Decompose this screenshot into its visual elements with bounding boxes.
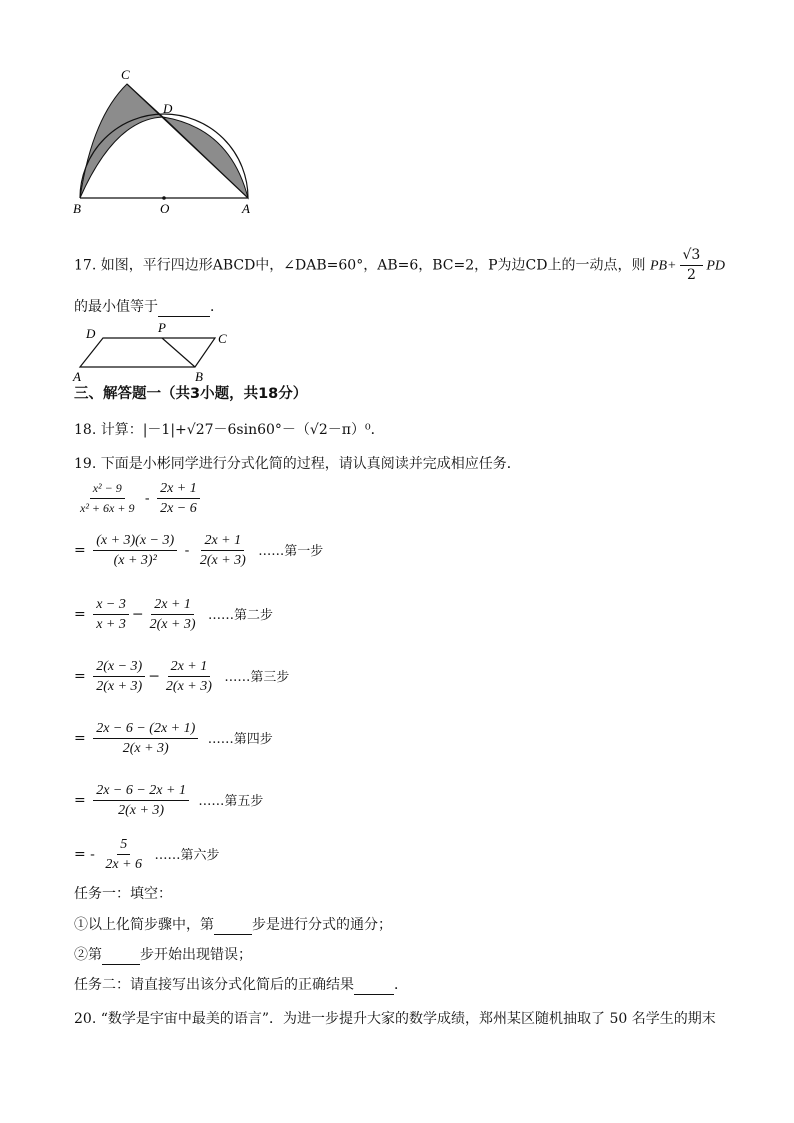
denominator: 2(x + 3) [118,803,165,818]
numerator: 2x + 1 [201,532,244,551]
denominator: 2(x + 3) [165,679,212,694]
denominator: x + 3 [96,617,126,632]
equals-sign: = [74,668,86,685]
denominator: 2x + 6 [105,857,143,872]
q19-step-4 [74,720,273,757]
numerator: 2x − 6 − 2x + 1 [93,782,189,801]
parallelogram-abcd [80,338,215,367]
task2-post: ． [394,977,408,993]
q17-line1 [74,247,725,284]
fraction-1 [77,480,137,517]
step-label: ……第五步 [198,793,264,809]
answer-blank-task2[interactable] [354,980,394,995]
center-o-dot [162,196,166,200]
answer-blank-task1b[interactable] [102,950,140,965]
denominator: 2(x + 3) [199,553,246,568]
task2 [74,975,408,995]
q17-text: 17. 如图，平行四边形ABCD中，∠DAB=60°，AB=6，BC=2，P为边CD上的一动点，则 [74,257,646,274]
denominator: (x + 3)² [113,553,157,568]
denominator: 2(x + 3) [149,617,196,632]
label-b: B [195,369,203,384]
figure-parallelogram [70,318,240,384]
q17-frac-den: 2 [686,267,696,283]
task1-item-b [74,945,252,965]
equals-minus: = - [74,846,95,863]
numerator: 2x + 1 [168,658,211,677]
label-p: P [158,320,166,335]
q17-expr-pre: PB+ [649,258,677,274]
numerator: (x + 3)(x − 3) [93,532,177,551]
numerator: 2x + 1 [151,596,194,615]
q17-line2 [74,297,224,317]
task1b-pre: ②第 [74,947,102,963]
q17-expr-post: PD [706,258,726,274]
q17-line2-text: 的最小值等于 [74,299,158,315]
q19-intro: 19. 下面是小彬同学进行分式化简的过程，请认真阅读并完成相应任务． [74,456,521,472]
numerator: 5 [117,836,130,855]
task1a-pre: ①以上化简步骤中，第 [74,917,214,933]
q17-end: ． [210,299,224,315]
task1b-post: 步开始出现错误； [140,947,252,963]
answer-blank-q17[interactable] [158,302,210,317]
fraction-1 [93,532,177,569]
fraction-2 [197,532,249,569]
segment-pb [162,338,195,367]
task2-pre: 任务二：请直接写出该分式化简后的正确结果 [74,977,354,993]
fraction-1 [102,836,145,873]
q18-text: 18. 计算：|－1|+√27－6sin60°－（√2－π）⁰． [74,422,385,438]
q19-expression [74,480,203,517]
step-label: ……第一步 [258,543,324,559]
equals-sign: = [74,730,86,747]
q20-text: 20. “数学是宇宙中最美的语言”．为进一步提升大家的数学成绩，郑州某区随机抽取了 50 名学生的期末 [74,1011,716,1027]
denominator: x² + 6x + 9 [80,501,135,515]
task1a-post: 步是进行分式的通分； [252,917,392,933]
operator: - [184,542,190,559]
fraction-2 [147,596,199,633]
step-label: ……第六步 [154,847,220,863]
label-a: A [242,201,250,216]
numerator: 2x − 6 − (2x + 1) [93,720,198,739]
fraction-1 [93,596,129,633]
q19-step-6 [74,836,220,873]
q19-step-5 [74,782,263,819]
fraction-2 [157,480,200,517]
task1-heading: 任务一：填空： [74,886,172,902]
equals-sign: = [74,792,86,809]
fraction-1 [93,658,145,695]
q19-step-2 [74,596,273,633]
fraction-1 [93,720,198,757]
operator: - [144,490,150,507]
label-c: C [121,67,130,82]
step-label: ……第三步 [224,669,290,685]
fraction-1 [93,782,189,819]
label-d: D [163,101,173,116]
figure-semicircle [70,66,270,216]
label-o: O [160,201,170,216]
operator: − [131,606,144,623]
numerator: 2(x − 3) [93,658,145,677]
q19-step-1 [74,532,323,569]
numerator: 2x + 1 [157,480,200,499]
segment-ca [127,84,248,198]
label-c: C [218,331,227,346]
label-a: A [73,369,81,384]
q17-frac-num: √3 [680,247,704,266]
label-b: B [73,201,81,216]
denominator: 2x − 6 [160,501,197,516]
q19-step-3 [74,658,289,695]
numerator: x² − 9 [90,480,125,499]
equals-sign: = [74,606,86,623]
section-heading: 三、解答题一（共3小题，共18分） [74,386,308,402]
fraction-2 [163,658,215,695]
step-label: ……第四步 [207,731,273,747]
equals-sign: = [74,542,86,559]
answer-blank-task1a[interactable] [214,920,252,935]
label-d: D [86,326,96,341]
step-label: ……第二步 [208,607,274,623]
denominator: 2(x + 3) [122,741,169,756]
denominator: 2(x + 3) [96,679,143,694]
numerator: x − 3 [93,596,129,615]
q17-fraction [680,247,704,284]
task1-item-a [74,915,392,935]
operator: − [148,668,160,685]
shaded-region [80,84,163,198]
